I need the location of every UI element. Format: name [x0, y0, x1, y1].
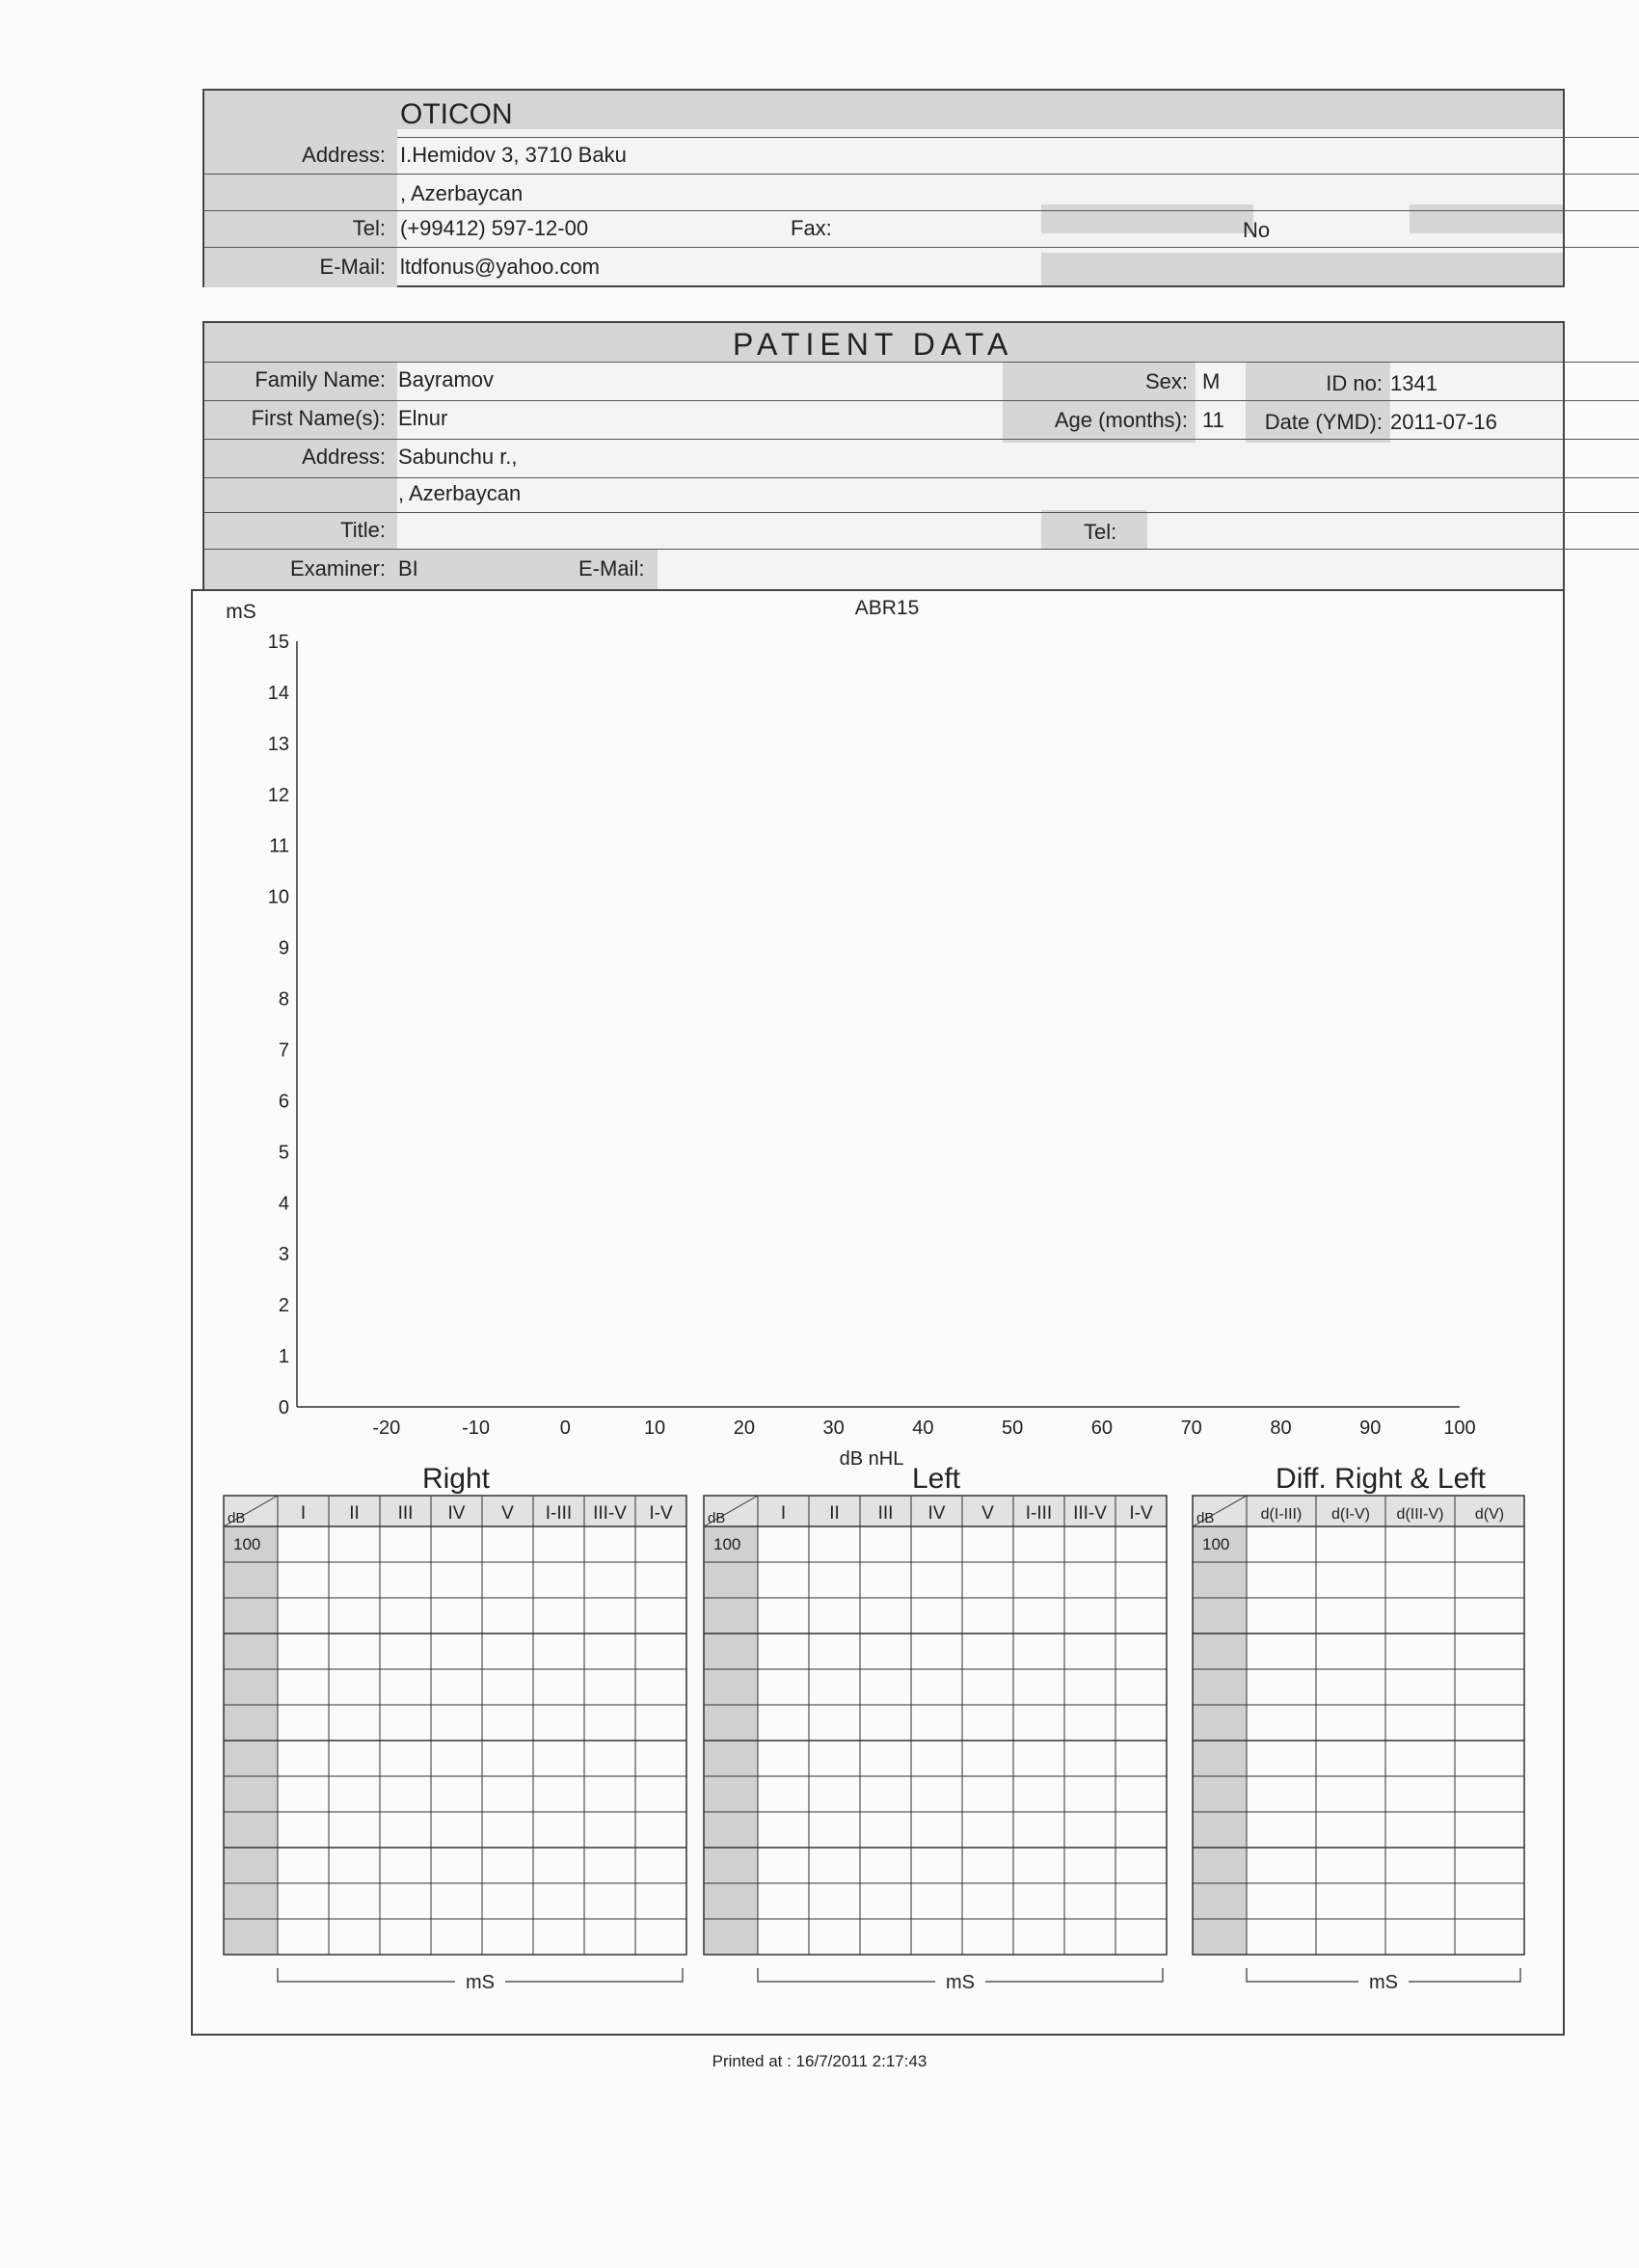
id-label: ID no: — [1326, 371, 1383, 395]
examiner-label: Examiner: — [289, 556, 386, 580]
latency-table-right — [224, 1463, 686, 1993]
latency-tables — [224, 1463, 1524, 1993]
x-tick-label: 60 — [1090, 1418, 1114, 1439]
patient-data-section — [202, 321, 1565, 591]
patient-address-line1: Sabunchu r., — [398, 445, 518, 469]
divider — [204, 439, 1639, 440]
x-tick-label: 40 — [912, 1418, 934, 1439]
date-value: 2011-07-16 — [1390, 410, 1497, 434]
company-email: ltdfonus@yahoo.com — [400, 255, 601, 279]
divider — [397, 137, 1639, 138]
table-title: Diff. Right & Left — [1276, 1463, 1486, 1495]
y-tick-label: 13 — [267, 733, 289, 755]
y-tick-label: 7 — [278, 1040, 289, 1062]
age-label: Age (months): — [1054, 408, 1188, 432]
y-tick-labels — [268, 632, 289, 1418]
x-tick-label: 20 — [733, 1418, 755, 1439]
x-tick-label: 0 — [559, 1418, 571, 1439]
y-axis-label: mS — [226, 601, 256, 623]
divider — [204, 477, 1639, 478]
x-tick-label: -10 — [462, 1418, 490, 1439]
column-header: I — [300, 1503, 307, 1524]
family-name-value: Bayramov — [398, 367, 495, 392]
row-db-label: 100 — [233, 1535, 261, 1553]
x-tick-label: 50 — [1002, 1418, 1024, 1439]
title-label: Title: — [340, 518, 386, 542]
y-tick-label: 2 — [278, 1295, 289, 1317]
column-header: V — [501, 1503, 514, 1524]
column-header: d(I-V) — [1331, 1506, 1370, 1523]
family-name-label: Family Name: — [255, 367, 386, 392]
column-header: I-III — [545, 1503, 573, 1524]
y-tick-label: 11 — [269, 835, 289, 857]
column-header: I — [780, 1503, 787, 1524]
column-header: d(I-III) — [1260, 1506, 1303, 1523]
table-frame — [704, 1496, 1167, 1955]
column-header: I-III — [1025, 1503, 1053, 1524]
column-header: I-V — [1129, 1503, 1153, 1524]
results-section — [191, 589, 1565, 2036]
divider — [204, 512, 1639, 513]
corner-db-label: dB — [228, 1510, 246, 1526]
email-label: E-Mail: — [319, 255, 386, 279]
column-header: V — [981, 1503, 994, 1524]
column-header: d(V) — [1474, 1506, 1505, 1523]
column-header: II — [349, 1503, 360, 1524]
x-tick-label: 70 — [1180, 1418, 1202, 1439]
fax-label: Fax: — [791, 216, 832, 240]
no-shade — [1410, 204, 1563, 233]
examiner-value: BI — [398, 556, 418, 580]
sex-value: M — [1202, 369, 1221, 393]
row-db-label: 100 — [1202, 1535, 1230, 1553]
divider — [204, 247, 1639, 248]
chart-axes — [297, 641, 1460, 1407]
abr-chart — [193, 591, 1563, 2034]
patient-email-label: E-Mail: — [578, 556, 645, 580]
chart-title: ABR15 — [854, 597, 920, 619]
divider — [204, 210, 1639, 211]
patient-data-title: PATIENT DATA — [733, 327, 1014, 362]
y-tick-label: 0 — [278, 1397, 289, 1418]
sex-label: Sex: — [1144, 369, 1188, 393]
y-tick-label: 4 — [278, 1193, 289, 1215]
column-header: III-V — [593, 1503, 627, 1524]
company-header — [202, 89, 1565, 287]
divider — [204, 174, 1639, 175]
printed-timestamp: Printed at : 16/7/2011 2:17:43 — [712, 2052, 927, 2070]
id-value: 1341 — [1390, 371, 1437, 395]
x-tick-label: 90 — [1359, 1418, 1382, 1439]
corner-db-label: dB — [1196, 1510, 1215, 1526]
patient-address-line2: , Azerbaycan — [398, 481, 522, 505]
fax-shade — [1041, 204, 1253, 233]
patient-address-label: Address: — [302, 445, 386, 469]
table-frame — [224, 1496, 686, 1955]
y-tick-label: 15 — [267, 632, 289, 653]
divider — [204, 362, 1639, 363]
company-name: OTICON — [400, 98, 513, 130]
y-tick-label: 3 — [278, 1244, 289, 1266]
divider — [204, 400, 1639, 401]
y-tick-label: 12 — [267, 784, 289, 806]
footer-ms-label: mS — [1369, 1972, 1398, 1993]
y-tick-label: 6 — [278, 1091, 289, 1113]
company-tel: (+99412) 597-12-00 — [400, 216, 589, 240]
first-name-value: Elnur — [398, 406, 448, 430]
footer-ms-label: mS — [946, 1972, 975, 1993]
y-tick-label: 1 — [278, 1346, 289, 1368]
table-title: Left — [911, 1463, 961, 1495]
x-tick-label: 80 — [1270, 1418, 1292, 1439]
email-row-shade — [1041, 253, 1563, 285]
x-tick-label: 10 — [643, 1418, 666, 1439]
column-header: d(III-V) — [1396, 1506, 1444, 1523]
column-header: II — [829, 1503, 840, 1524]
date-label: Date (YMD): — [1264, 410, 1383, 434]
y-tick-label: 8 — [278, 988, 289, 1011]
table-title: Right — [421, 1463, 491, 1495]
address-label: Address: — [302, 143, 386, 167]
y-tick-label: 10 — [267, 886, 289, 908]
x-tick-labels — [372, 1418, 1475, 1439]
x-tick-label: 30 — [822, 1418, 845, 1439]
column-header: I-V — [649, 1503, 673, 1524]
x-axis-label: dB nHL — [839, 1448, 904, 1470]
latency-table-left — [704, 1463, 1167, 1993]
column-header: III — [877, 1503, 894, 1524]
y-tick-label: 14 — [267, 682, 289, 704]
latency-table-diff — [1193, 1463, 1524, 1993]
age-value: 11 — [1202, 408, 1224, 432]
company-address-line2: , Azerbaycan — [400, 181, 524, 205]
first-name-label: First Name(s): — [251, 406, 386, 430]
footer-ms-label: mS — [466, 1972, 495, 1993]
corner-db-label: dB — [708, 1510, 726, 1526]
column-header: III-V — [1073, 1503, 1107, 1524]
x-tick-label: 100 — [1443, 1418, 1476, 1439]
column-header: III — [397, 1503, 414, 1524]
row-db-label: 100 — [713, 1535, 741, 1553]
company-address-line1: I.Hemidov 3, 3710 Baku — [400, 143, 627, 167]
no-label: No — [1243, 218, 1271, 242]
patient-tel-label: Tel: — [1084, 520, 1117, 544]
column-header: IV — [447, 1503, 466, 1524]
tel-label: Tel: — [352, 216, 386, 240]
x-tick-label: -20 — [372, 1418, 401, 1439]
divider — [204, 549, 1639, 550]
y-tick-label: 5 — [278, 1142, 289, 1164]
column-header: IV — [927, 1503, 946, 1524]
y-tick-label: 9 — [278, 937, 289, 959]
